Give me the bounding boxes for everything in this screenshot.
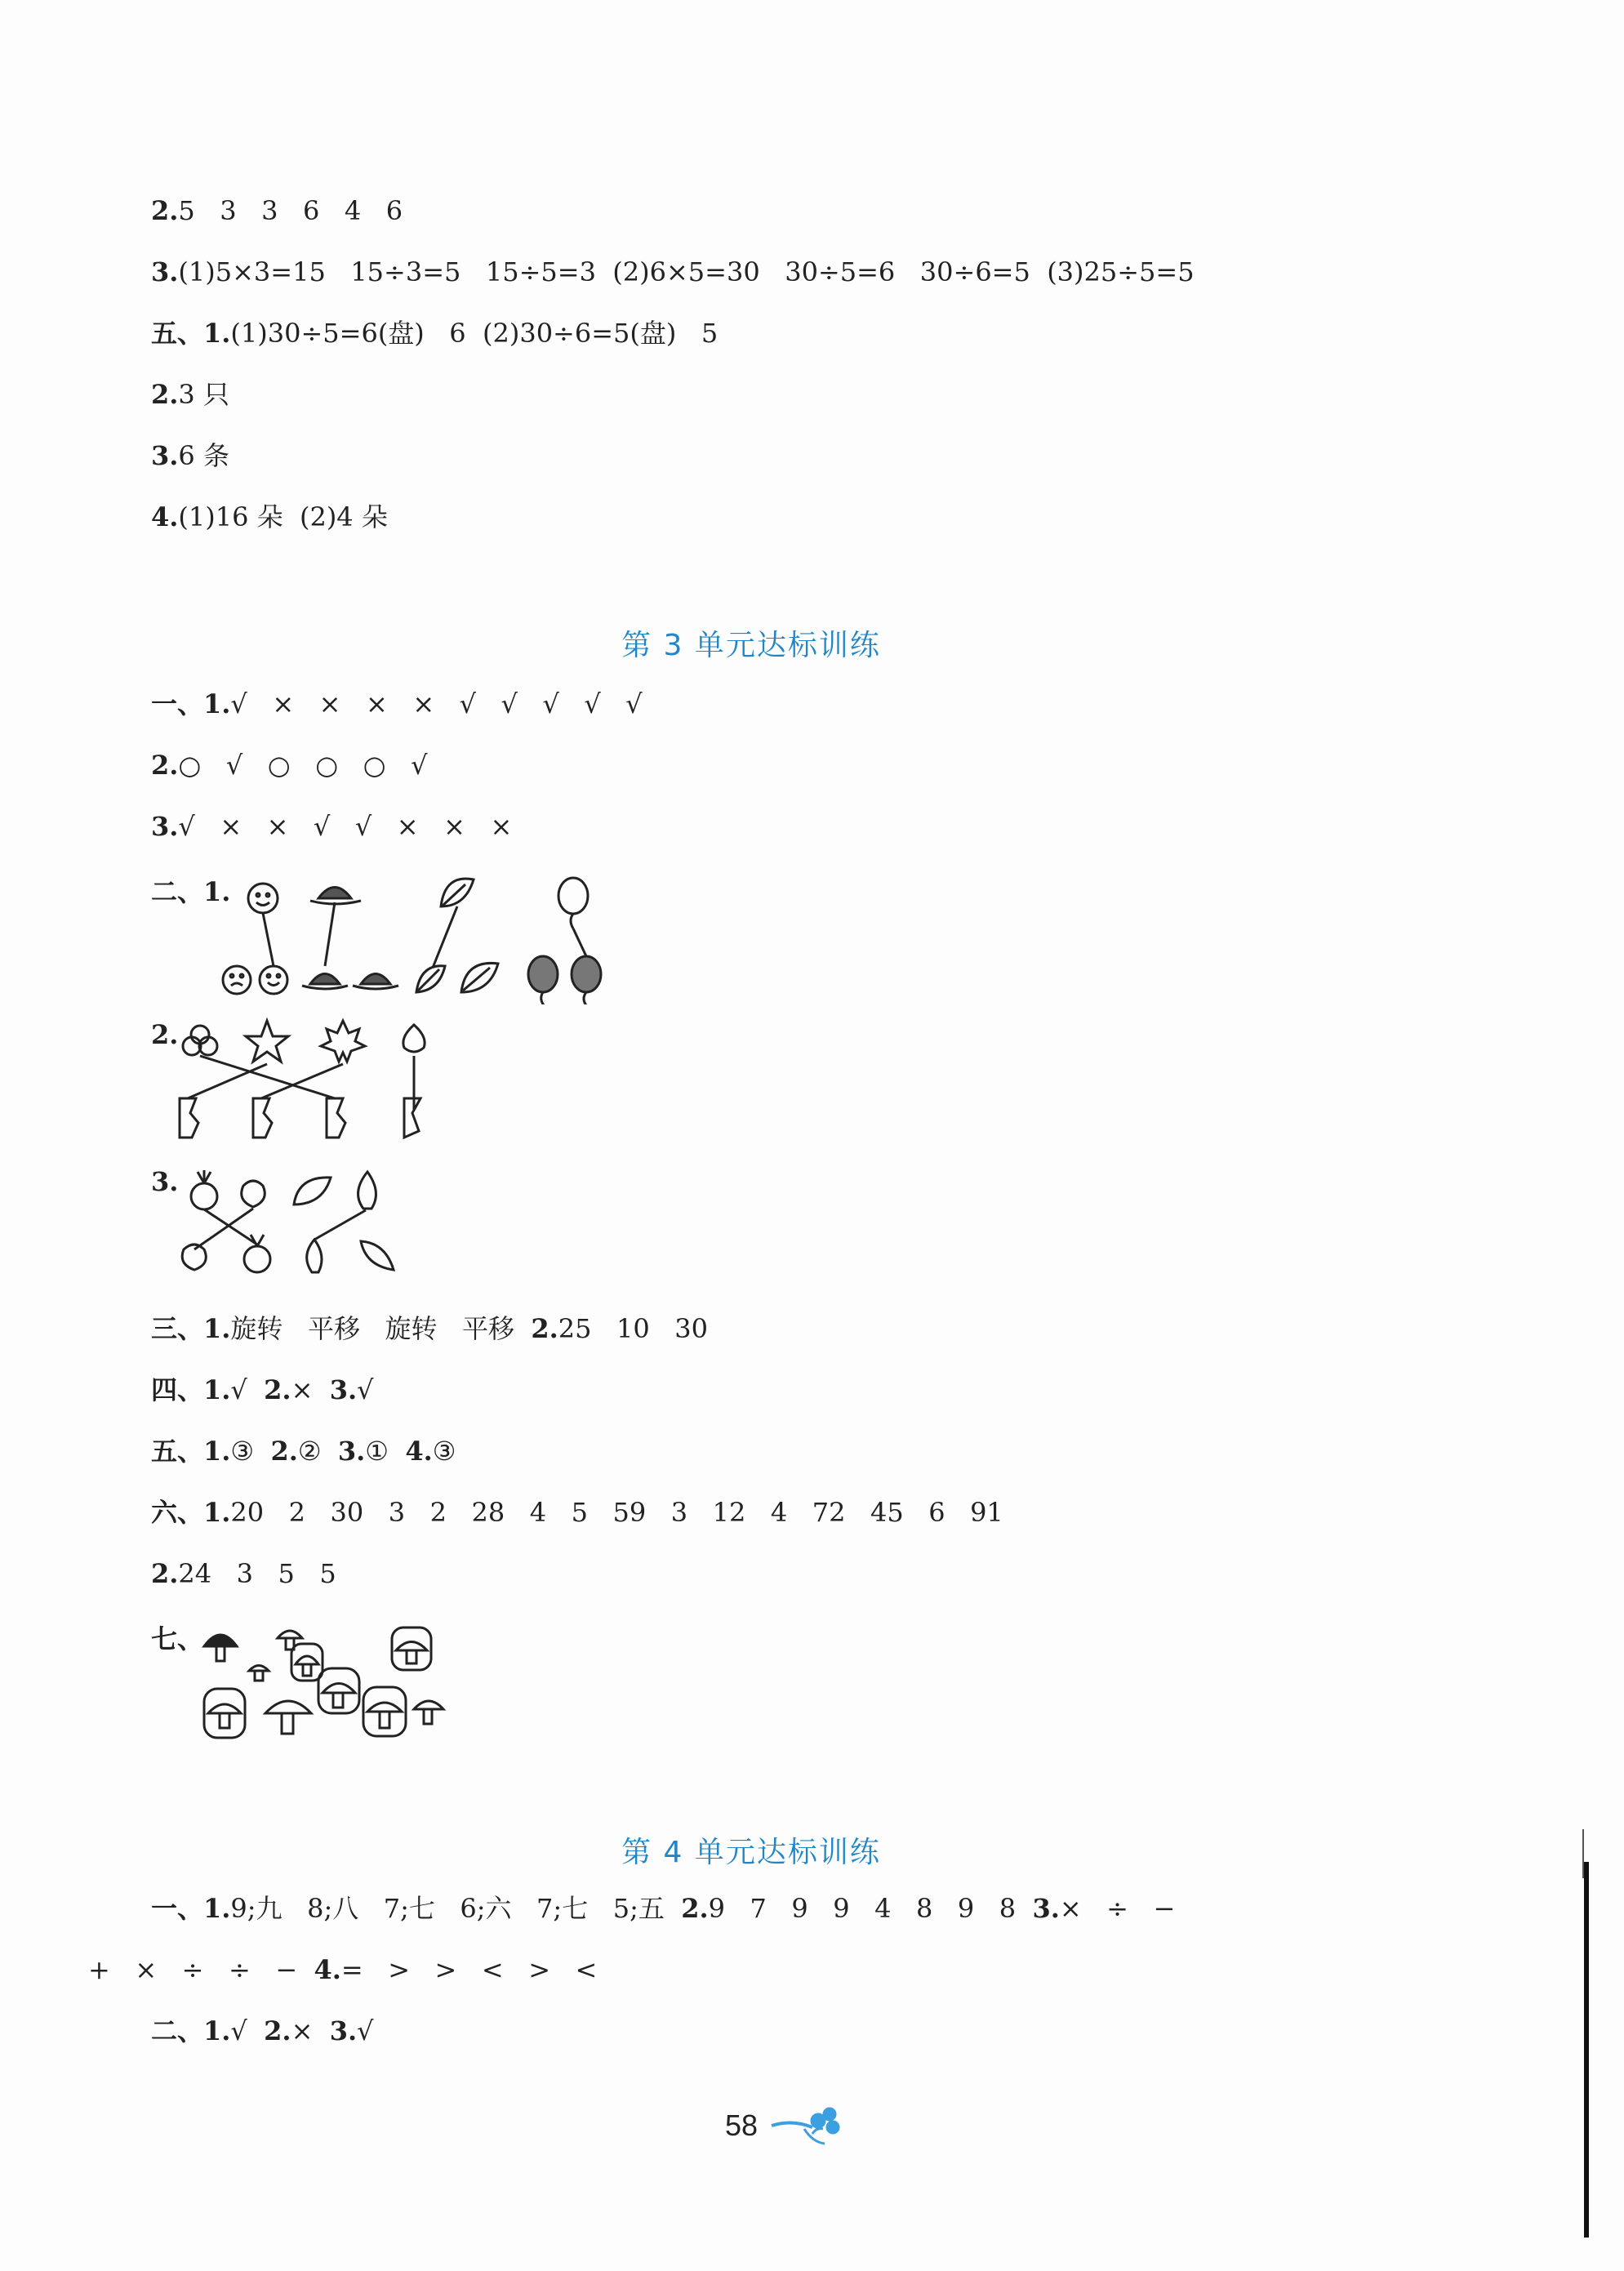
mushroom-icon bbox=[265, 1701, 311, 1734]
balloon-icon bbox=[528, 956, 558, 1004]
answer-label: 2. bbox=[151, 1019, 179, 1050]
spade-icon bbox=[403, 1025, 425, 1052]
page-edge bbox=[1584, 1862, 1589, 2238]
answer-line: + × ÷ ÷ − 4.= > > < > < bbox=[88, 1954, 598, 1985]
hat-icon bbox=[353, 974, 398, 990]
section-title: 第 4 单元达标训练 bbox=[621, 1836, 881, 1869]
bamboo-shoot-icon bbox=[358, 1172, 376, 1209]
answer-label: 3. bbox=[151, 1166, 179, 1197]
mushroom-icon bbox=[249, 1666, 269, 1681]
peach-icon bbox=[242, 1181, 265, 1207]
answer-line: 一、1.9;九 8;八 7;七 6;六 7;七 5;五 2.9 7 9 9 4 8 9 8 3.× ÷ − bbox=[151, 1893, 1176, 1924]
answer-line: 3.6 条 bbox=[151, 440, 229, 471]
half-shape-icon bbox=[404, 1098, 420, 1138]
smiley-icon bbox=[248, 884, 278, 913]
star-icon bbox=[246, 1021, 288, 1062]
maple-leaf-icon bbox=[321, 1021, 365, 1062]
answer-line: 五、1.(1)30÷5=6(盘) 6 (2)30÷6=5(盘) 5 bbox=[151, 318, 719, 349]
mushroom-icon bbox=[414, 1701, 443, 1724]
answer-line: 五、1.③ 2.② 3.① 4.③ bbox=[151, 1436, 456, 1467]
page-number: 58 bbox=[725, 2108, 759, 2142]
answer-line: 3.(1)5×3=15 15÷3=5 15÷5=3 (2)6×5=30 30÷5=6 30÷6=5 (3)25÷5=5 bbox=[151, 256, 1195, 287]
balloon-icon bbox=[558, 878, 588, 928]
answer-line: 一、1.√ × × × × √ √ √ √ √ bbox=[151, 688, 643, 719]
mushroom-icon bbox=[392, 1628, 431, 1670]
leaf-icon bbox=[461, 963, 498, 992]
section-title: 第 3 单元达标训练 bbox=[621, 629, 881, 662]
bamboo-shoot-icon bbox=[307, 1240, 322, 1272]
answer-line: 2.3 只 bbox=[151, 379, 229, 410]
answer-label: 七、 bbox=[151, 1623, 204, 1654]
radish-icon bbox=[191, 1170, 217, 1209]
answer-line: 四、1.√ 2.× 3.√ bbox=[151, 1374, 374, 1405]
answer-line: 3.√ × × √ √ × × × bbox=[151, 811, 513, 842]
leaf-icon bbox=[361, 1241, 394, 1270]
answer-line: 2.5 3 3 6 4 6 bbox=[151, 195, 403, 226]
hat-icon bbox=[310, 888, 361, 905]
half-shape-icon bbox=[253, 1098, 272, 1138]
radish-icon bbox=[244, 1235, 270, 1272]
mushroom-icon bbox=[204, 1635, 237, 1661]
half-shape-icon bbox=[327, 1098, 345, 1138]
matching-figure-3 bbox=[171, 1168, 408, 1278]
answer-line: 2.24 3 5 5 bbox=[151, 1558, 336, 1589]
answer-line: 三、1.旋转 平移 旋转 平移 2.25 10 30 bbox=[151, 1313, 708, 1344]
matching-figure-2 bbox=[176, 1017, 445, 1143]
balloon-icon bbox=[572, 956, 601, 1004]
answer-line: 二、1.√ 2.× 3.√ bbox=[151, 2015, 374, 2046]
hat-icon bbox=[302, 974, 348, 990]
mushroom-icon bbox=[204, 1689, 245, 1738]
mushroom-figure bbox=[200, 1623, 482, 1754]
mushroom-icon bbox=[318, 1668, 359, 1713]
bird-flower-icon bbox=[768, 2103, 857, 2148]
answer-line: 六、1.20 2 30 3 2 28 4 5 59 3 12 4 72 45 6 91 bbox=[151, 1497, 1003, 1528]
answer-line: 2.○ √ ○ ○ ○ √ bbox=[151, 750, 428, 781]
clover-icon bbox=[183, 1026, 217, 1055]
mushroom-icon bbox=[278, 1631, 302, 1650]
mushroom-icon bbox=[291, 1644, 323, 1681]
leaf-icon bbox=[441, 879, 474, 906]
smiley-icon bbox=[223, 966, 251, 994]
answer-line: 4.(1)16 朵 (2)4 朵 bbox=[151, 501, 388, 532]
matching-figure-1 bbox=[220, 870, 612, 1004]
leaf-icon bbox=[416, 966, 445, 992]
mushroom-icon bbox=[363, 1687, 406, 1736]
leaf-icon bbox=[294, 1178, 331, 1205]
smiley-icon bbox=[260, 966, 287, 994]
half-shape-icon bbox=[180, 1098, 198, 1138]
answer-label: 二、1. bbox=[151, 876, 231, 907]
